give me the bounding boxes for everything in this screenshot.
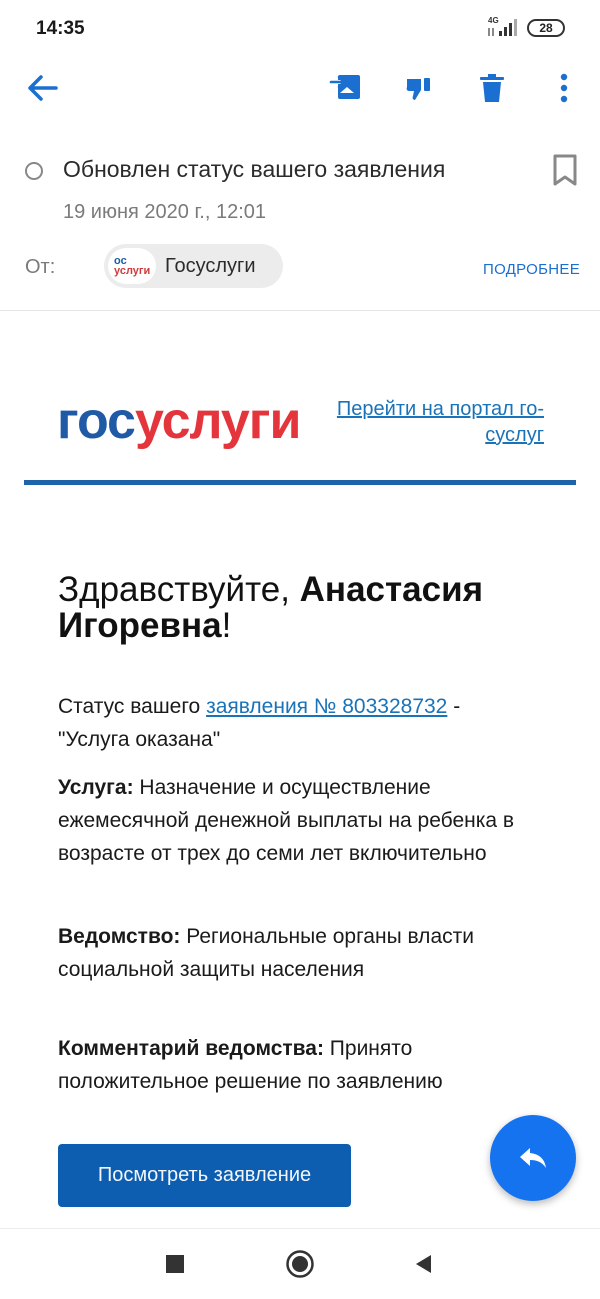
logo-part-uslugi: услуги: [134, 392, 301, 450]
status-suffix: - "Услуга оказана": [58, 695, 461, 751]
portal-link[interactable]: [312, 396, 544, 448]
back-triangle-icon[interactable]: [408, 1249, 438, 1279]
status-bar: [0, 0, 600, 56]
gosuslugi-logo: [57, 393, 300, 449]
message-toolbar: [0, 58, 600, 118]
header-accent-line: [24, 480, 576, 485]
from-label: От:: [25, 256, 56, 278]
sender-logo-icon: [108, 248, 156, 284]
battery-indicator: 28: [527, 19, 565, 37]
move-to-folder-icon[interactable]: [326, 68, 366, 108]
signal-icon: [486, 16, 520, 38]
department-text: Региональные органы власти социальной защиты населения: [58, 925, 474, 981]
greeting-prefix: Здравствуйте,: [58, 570, 300, 609]
comment-text: Принято положительное решение по заявлению: [58, 1037, 443, 1093]
sender-logo-top: ос: [114, 255, 127, 267]
greeting-name: Анастасия Игоревна: [58, 570, 484, 645]
sender-logo-bottom: услуги: [114, 265, 151, 277]
service-text: Назначение и осуществление ежемесячной денежной выплаты на ребенка в возрасте от трех до семи лет включительно: [58, 776, 515, 865]
portal-link-line2: суслуг: [485, 424, 544, 446]
greeting: [58, 572, 538, 644]
department-label: Ведомство:: [58, 925, 181, 948]
message-subject: Обновлен статус вашего заявления: [63, 156, 446, 182]
comment-label: Комментарий ведомства:: [58, 1037, 324, 1060]
details-link[interactable]: ПОДРОБНЕЕ: [483, 261, 581, 278]
home-circle-icon[interactable]: [285, 1249, 315, 1279]
system-nav-bar: [0, 1228, 600, 1299]
sender-chip[interactable]: [104, 244, 283, 288]
unread-indicator-icon[interactable]: [25, 162, 43, 180]
reply-icon: [518, 1146, 548, 1170]
status-prefix: Статус вашего: [58, 695, 207, 718]
department-paragraph: [58, 920, 518, 986]
recents-square-icon[interactable]: [160, 1249, 190, 1279]
more-vertical-icon[interactable]: [544, 68, 584, 108]
application-link[interactable]: заявления № 803328732: [206, 695, 448, 718]
message-date: 19 июня 2020 г., 12:01: [63, 201, 267, 223]
back-arrow-icon[interactable]: [23, 68, 63, 108]
network-type: 4G: [488, 16, 499, 25]
portal-link-line1: Перейти на портал го-: [336, 398, 544, 420]
trash-icon[interactable]: [472, 68, 512, 108]
comment-paragraph: [58, 1032, 518, 1098]
spam-dislike-icon[interactable]: [399, 68, 439, 108]
service-label: Услуга:: [58, 776, 134, 799]
logo-part-gos: гос: [57, 392, 135, 450]
greeting-suffix: !: [221, 606, 232, 645]
sender-name: Госуслуги: [165, 255, 256, 277]
header-divider: [0, 310, 600, 311]
reply-button[interactable]: [490, 1115, 576, 1201]
service-paragraph: [58, 771, 518, 870]
status-time: 14:35: [36, 18, 85, 39]
view-application-button[interactable]: Посмотреть заявление: [58, 1144, 351, 1207]
bookmark-icon[interactable]: [552, 154, 578, 186]
status-paragraph: [58, 690, 518, 756]
